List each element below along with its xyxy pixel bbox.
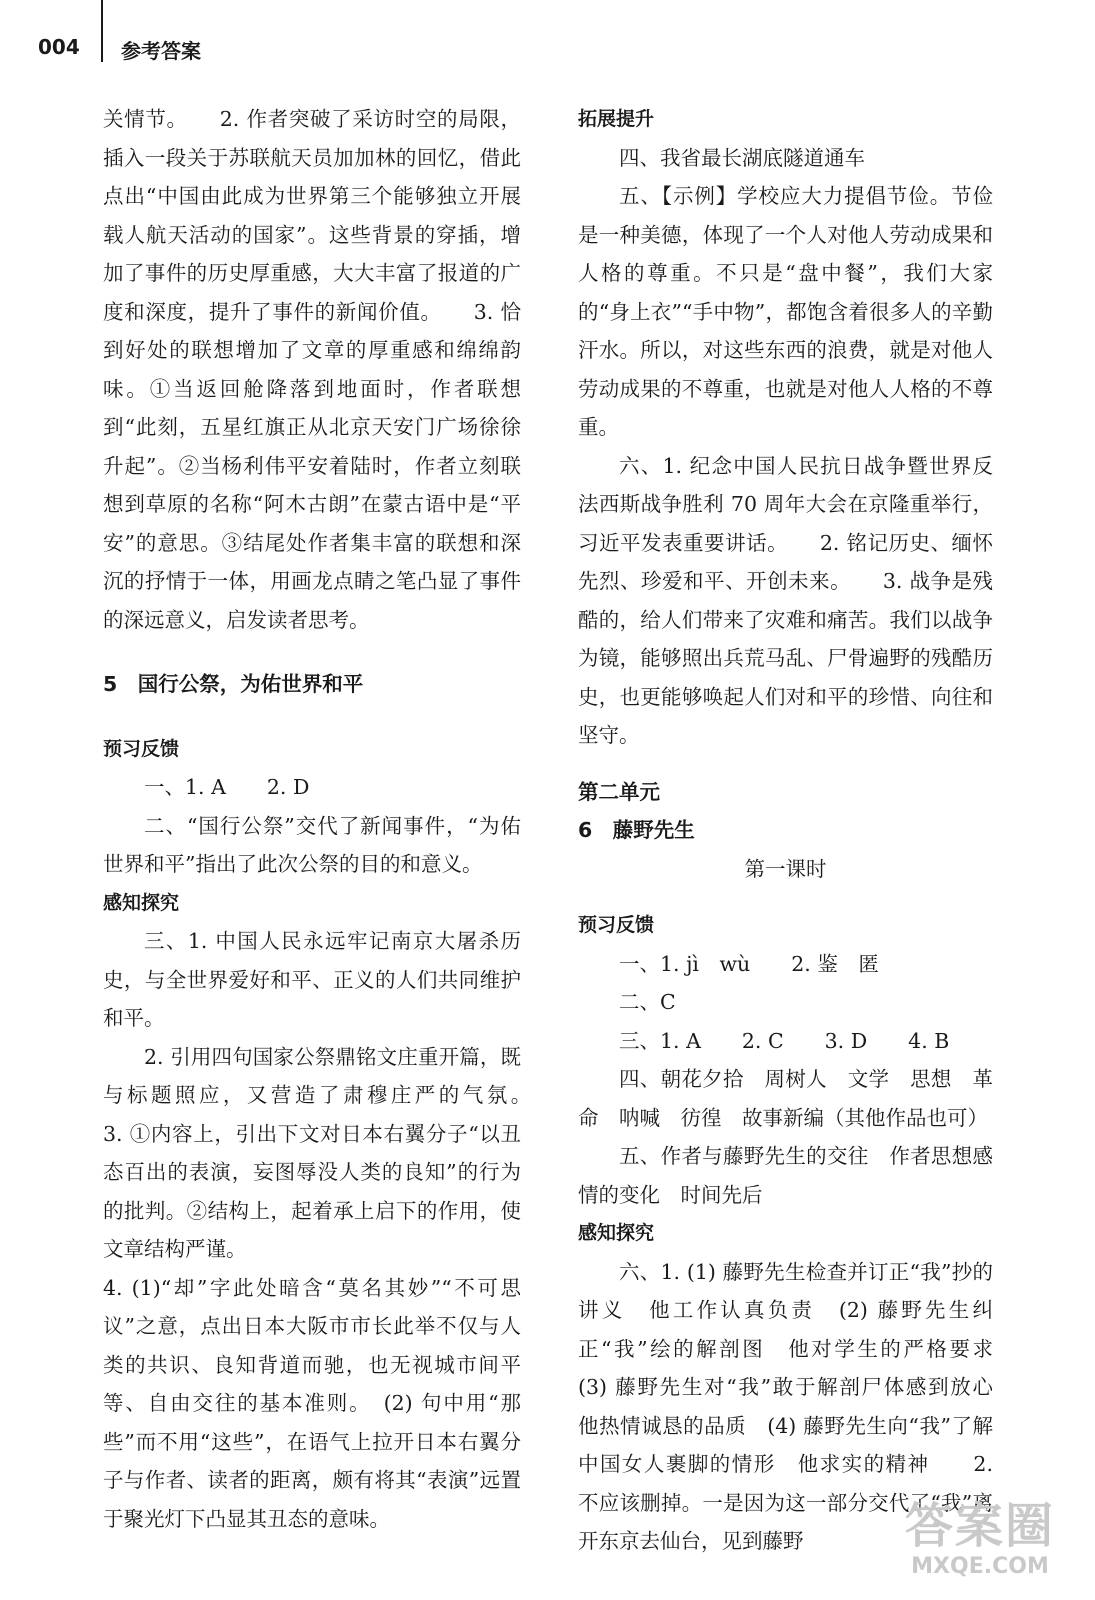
answer-line: 二、C [619, 990, 676, 1014]
right-column [578, 100, 1014, 1561]
paragraph: 关情节。 2. 作者突破了采访时空的局限，插入一段关于苏联航天员加加林的回忆，借此点出“中国由此成为世界第三个能够独立开展载人航天活动的国家”。这些背景的穿插，增加了事件的历史厚重感，大大丰富了报道的广度和深度，提升了事件的新闻价值。 3. 恰到好处的联想增加了文章的厚重感和绵绵韵味。①当返回舱降落到地面时，作者联想到“此刻，五星红旗正从北京天安门广场徐徐升起”。②当杨利伟平安着陆时，作者立刻联想到草原的名称“阿木古朗”在蒙古语中是“平安”的意思。③结尾处作者集丰富的联想和深沉的抒情于一体，用画龙点睛之笔凸显了事件的深远意义，启发读者思考。 [103, 107, 521, 632]
page-header [0, 0, 1095, 80]
watermark-logo-text: 答案圈 [904, 1498, 1055, 1554]
section-heading: 预习反馈 [578, 914, 655, 936]
left-column [103, 100, 562, 1538]
watermark-url: MXQE.COM [911, 1554, 1049, 1579]
answer-paragraph: 六、1. (1) 藤野先生检查并订正“我”抄的讲义 他工作认真负责 (2) 藤野先生纠正“我”绘的解剖图 他对学生的严格要求 (3) 藤野先生对“我”敢于解剖尸体感到放心 他热情诚恳的品质 (4) 藤野先生向“我”了解中国女人裹脚的情形 他求实的精神 2. 不应该删掉。一是因为这一部分交代了“我”离开东京去仙台，见到藤野 [578, 1259, 1014, 1553]
section-heading: 感知探究 [103, 891, 180, 914]
answer-paragraph: 六、1. 纪念中国人民抗日战争暨世界反法西斯战争胜利 70 周年大会在京隆重举行，习近平发表重要讲话。 2. 铭记历史、缅怀先烈、珍爱和平、开创未来。 3. 战争是残酷的，给人们带来了灾难和痛苦。我们以战争为镜，能够照出兵荒马乱、尸骨遍野的残酷历史，也更能够唤起人们对和平的珍惜、向往和坚守。 [578, 453, 993, 747]
answer-paragraph: 2. 引用四句国家公祭鼎铭文庄重开篇，既与标题照应，又营造了肃穆庄严的气氛。 3. ①内容上，引出下文对日本右翼分子“以丑态百出的表演，妄图辱没人类的良知”的行为的批判。②结构上，起着承上启下的作用，使文章结构严谨。 [103, 1044, 562, 1261]
watermark-logo [890, 1498, 1070, 1588]
answer-paragraph: 四、朝花夕拾 周树人 文学 思想 革命 呐喊 彷徨 故事新编（其他作品也可） [578, 1067, 993, 1130]
section-heading: 拓展提升 [578, 108, 655, 130]
unit-title: 第二单元 [578, 779, 660, 804]
chapter-title: 5 国行公祭，为佑世界和平 [103, 672, 364, 696]
answer-line: 三、1. A 2. C 3. D 4. B [619, 1028, 950, 1053]
answer-paragraph: 三、1. 中国人民永远牢记南京大屠杀历史，与全世界爱好和平、正义的人们共同维护和平。 [103, 929, 521, 1030]
section-heading: 感知探究 [578, 1222, 655, 1244]
lesson-subtitle: 第一课时 [744, 856, 827, 881]
page-number: 004 [38, 35, 80, 59]
section-heading: 预习反馈 [103, 737, 180, 760]
answer-line: 一、1. jì wù 2. 鉴 匿 [619, 951, 879, 976]
answer-paragraph: 4. (1)“却”字此处暗含“莫名其妙”“不可思议”之意，点出日本大阪市市长此举不仅与人类的共识、良知背道而驰，也无视城市间平等、自由交往的基本准则。 (2) 句中用“那些”而不用“这些”，在语气上拉开日本右翼分子与作者、读者的距离，颇有将其“表演”远置于聚光灯下凸显其丑态的意味。 [103, 1275, 521, 1531]
section-title: 参考答案 [121, 39, 201, 63]
answer-paragraph: 二、“国行公祭”交代了新闻事件，“为佑世界和平”指出了此次公祭的目的和意义。 [103, 813, 521, 876]
answer-paragraph: 五、【示例】学校应大力提倡节俭。节俭是一种美德，体现了一个人对他人劳动成果和人格的尊重。不只是“盘中餐”，我们大家的“身上衣”“手中物”，都饱含着很多人的辛勤汗水。所以，对这些东西的浪费，就是对他人劳动成果的不尊重，也就是对他人人格的不尊重。 [578, 184, 993, 439]
answer-line: 四、我省最长湖底隧道通车 [619, 145, 865, 170]
answer-paragraph: 五、作者与藤野先生的交往 作者思想感情的变化 时间先后 [578, 1144, 993, 1207]
chapter-title: 6 藤野先生 [578, 818, 695, 842]
header-divider [101, 0, 103, 62]
answer-line: 一、1. A 2. D [144, 775, 310, 799]
